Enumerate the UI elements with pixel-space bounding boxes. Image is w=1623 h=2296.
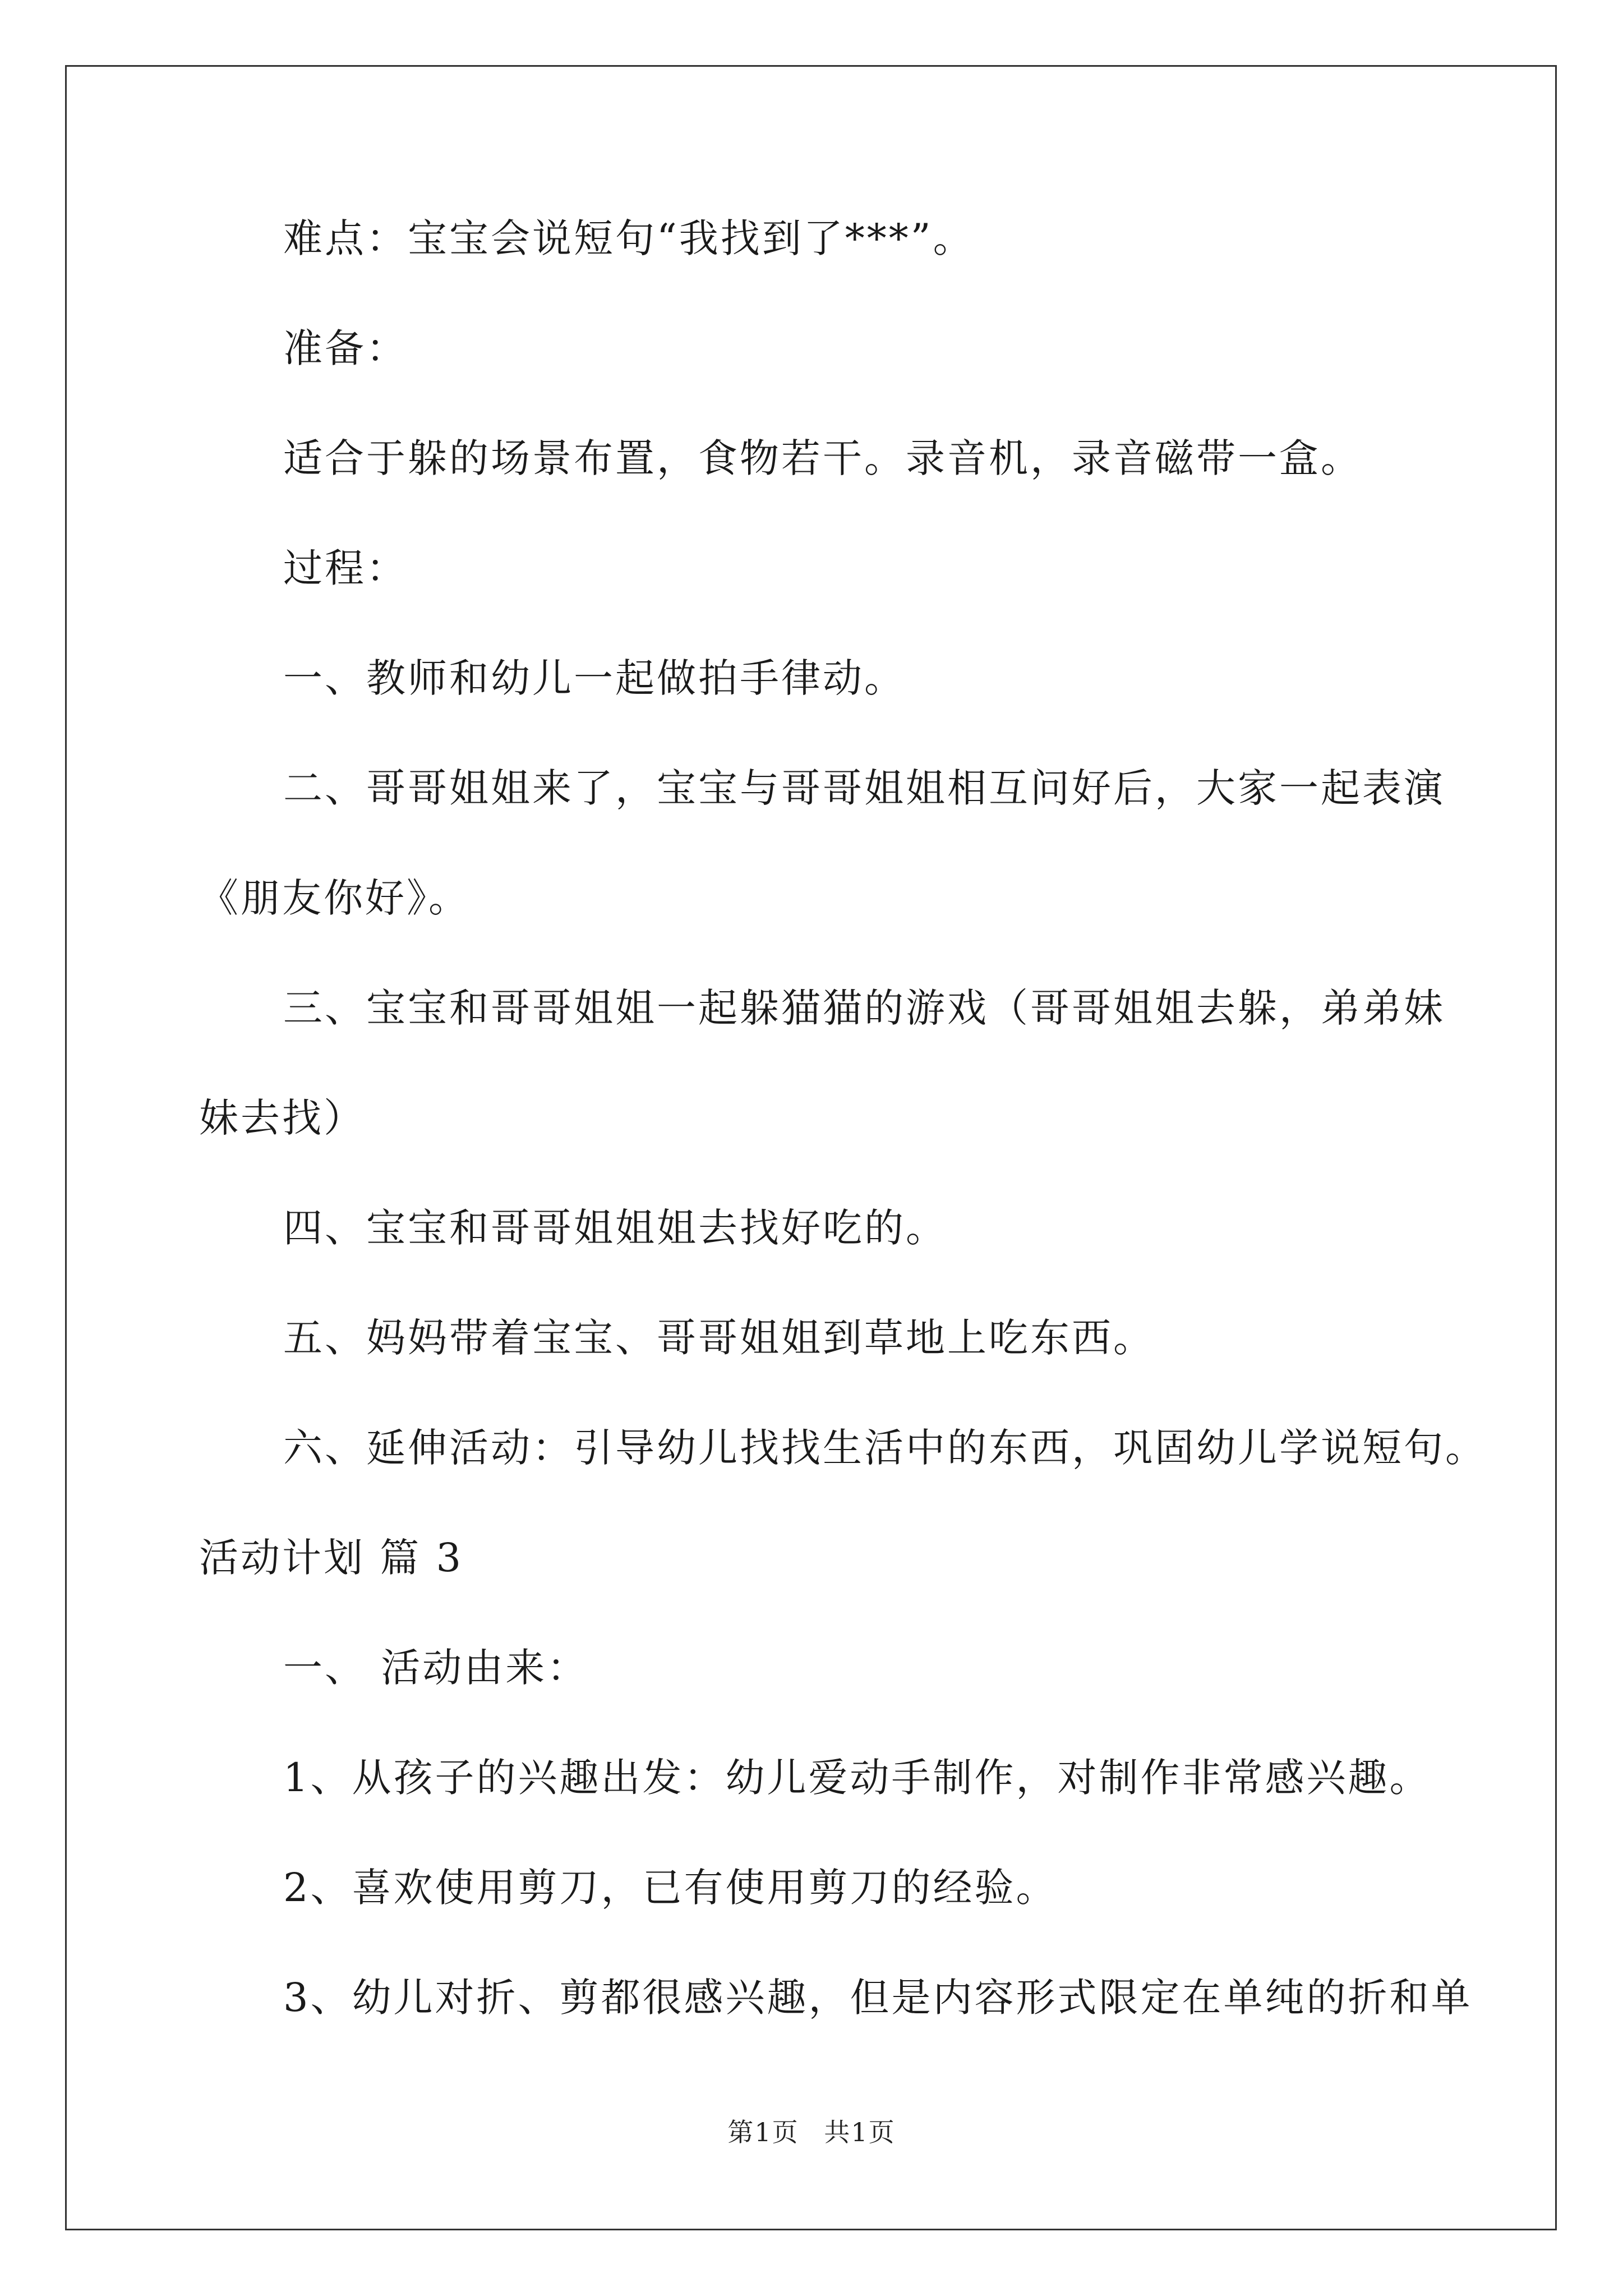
section-title: 活动计划 篇 3 bbox=[199, 1535, 464, 1581]
paragraph-difficulty: 难点：宝宝会说短句“我找到了***”。 bbox=[283, 215, 975, 261]
paragraph-step-2-continued: 《朋友你好》。 bbox=[199, 875, 470, 921]
process-heading: 过程： bbox=[283, 545, 408, 591]
preparation-heading: 准备： bbox=[283, 325, 408, 371]
paragraph-step-1: 一、教师和幼儿一起做拍手律动。 bbox=[283, 655, 906, 701]
paragraph-step-2: 二、哥哥姐姐来了，宝宝与哥哥姐姐相互问好后，大家一起表演 bbox=[283, 765, 1445, 811]
origin-heading: 一、 活动由来： bbox=[283, 1645, 589, 1691]
paragraph-origin-3: 3、幼儿对折、剪都很感兴趣，但是内容形式限定在单纯的折和单 bbox=[283, 1975, 1473, 2021]
paragraph-step-6: 六、延伸活动：引导幼儿找找生活中的东西，巩固幼儿学说短句。 bbox=[283, 1425, 1487, 1471]
paragraph-step-5: 五、妈妈带着宝宝、哥哥姐姐到草地上吃东西。 bbox=[283, 1315, 1155, 1361]
paragraph-preparation: 适合于躲的场景布置，食物若干。录音机，录音磁带一盒。 bbox=[283, 435, 1362, 481]
page-number-total: 共1页 bbox=[824, 2117, 896, 2147]
paragraph-step-3: 三、宝宝和哥哥姐姐一起躲猫猫的游戏（哥哥姐姐去躲，弟弟妹 bbox=[283, 985, 1445, 1031]
paragraph-step-3-continued: 妹去找） bbox=[199, 1095, 365, 1141]
paragraph-origin-1: 1、从孩子的兴趣出发：幼儿爱动手制作，对制作非常感兴趣。 bbox=[283, 1755, 1431, 1801]
page-footer bbox=[0, 2112, 1623, 2149]
page-number-current: 第1页 bbox=[727, 2117, 799, 2147]
paragraph-origin-2: 2、喜欢使用剪刀，已有使用剪刀的经验。 bbox=[283, 1865, 1058, 1911]
paragraph-step-4: 四、宝宝和哥哥姐姐姐去找好吃的。 bbox=[283, 1205, 947, 1251]
